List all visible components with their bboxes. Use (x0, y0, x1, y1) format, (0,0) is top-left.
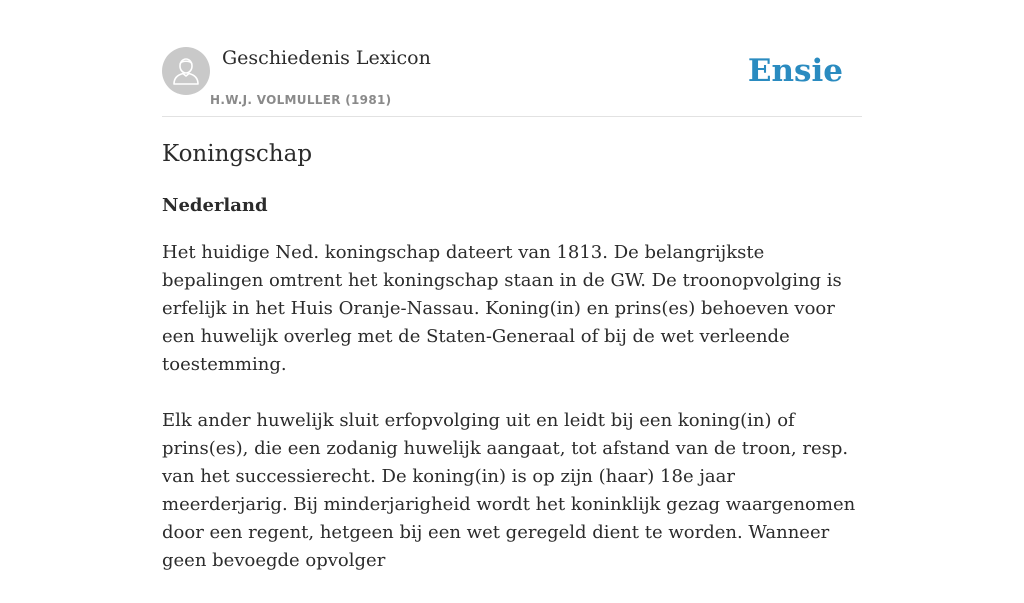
user-silhouette-icon (162, 47, 210, 95)
article-subtitle: Nederland (162, 195, 268, 216)
brand-logo-link[interactable]: Ensie (747, 53, 843, 89)
article-body (162, 239, 862, 603)
article-paragraph: Het huidige Ned. koningschap dateert van 1813. De belangrijkste bepalingen omtrent het koningschap staan in de GW. De troonopvolging is erfelijk in het Huis Oranje-Nassau. Koning(in) en prins(es) behoeven voor een huwelijk overleg met de Staten-Generaal of bij de wet verleende toestemming. (162, 242, 842, 375)
source-author[interactable]: H.W.J. VOLMULLER (1981) (210, 93, 392, 107)
article-paragraph: Elk ander huwelijk sluit erfopvolging uit en leidt bij een koning(in) of prins(es), die een zodanig huwelijk aangaat, tot afstand van de troon, resp. van het successierecht. De koning(in) is op zijn (haar) 18e jaar meerderjarig. Bij minderjarigheid wordt het koninklijk gezag waargenomen door een regent, hetgeen bij een wet geregeld dient te worden. Wanneer geen bevoegde opvolger (162, 410, 856, 571)
source-title[interactable]: Geschiedenis Lexicon (222, 47, 431, 69)
source-header (162, 46, 862, 117)
article-title: Koningschap (162, 141, 313, 167)
author-avatar[interactable] (162, 47, 210, 95)
